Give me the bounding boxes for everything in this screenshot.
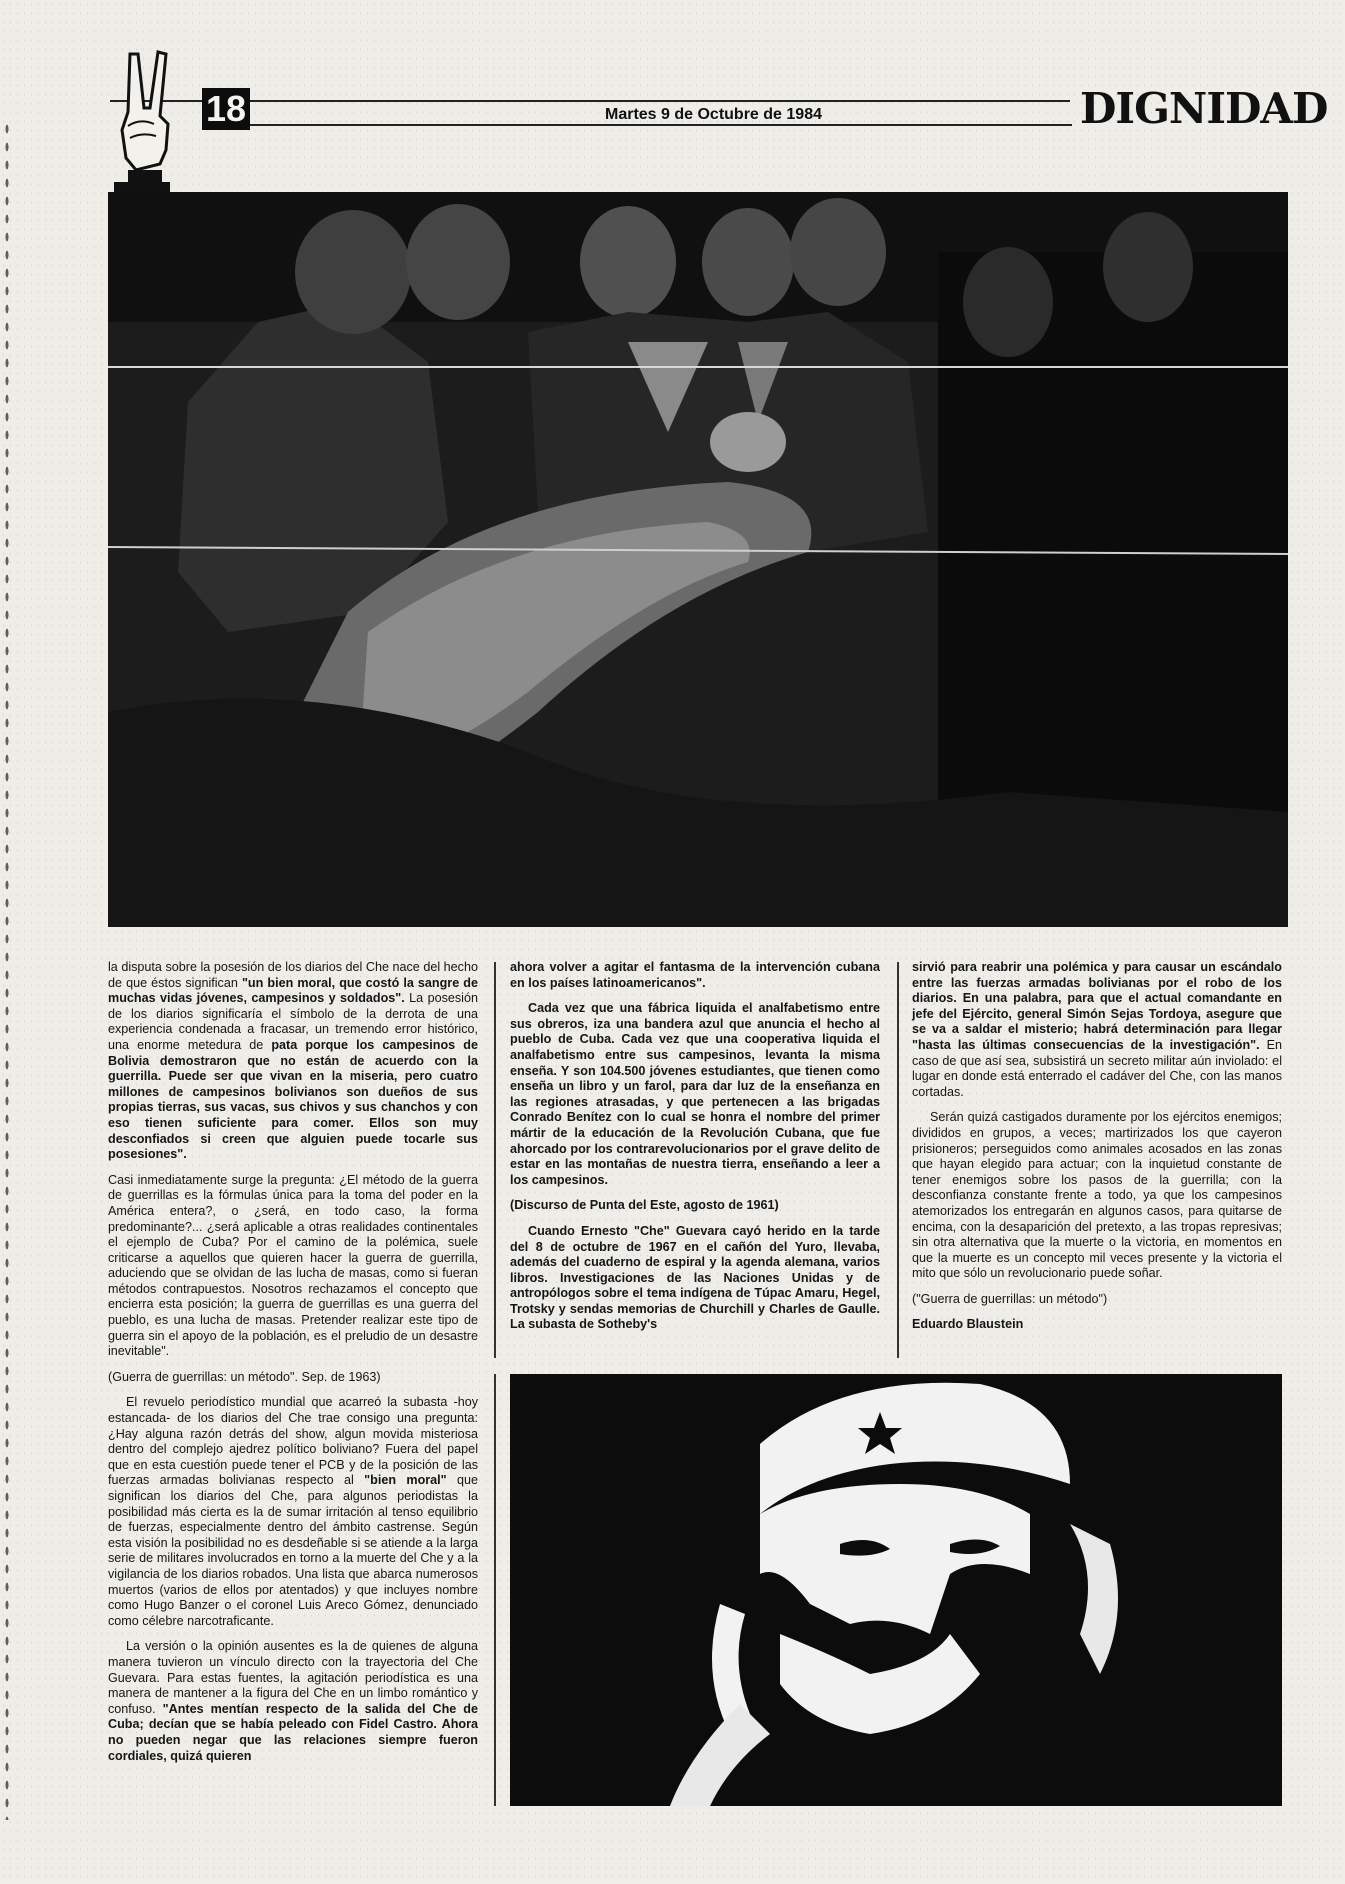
text-run: "un bien moral, que costó la sangre de muchas vidas jóvenes, campesinos y soldados". xyxy=(108,975,478,1006)
paragraph xyxy=(108,1639,478,1764)
paragraph xyxy=(510,1224,880,1333)
text-run: Cuando Ernesto "Che" Guevara cayó herido en la tarde del 8 de octubre de 1967 en el cañón del Yuro, llevaba, además del cuaderno de espiral y la agenda alemana, varios libros. Investigaciones de las Naciones Unidas y de antropólogos sobre el tema indígena de Túpac Amaru, Hegel, Trotsky y sendas memorias de Churchill y Charles de Gaulle. La subasta de Sotheby's xyxy=(510,1223,880,1332)
text-run: La posesión de los diarios significaría el símbolo de la derrota de una experiencia condenada a fracasar, un tremendo error histórico, una enorme metedura de xyxy=(108,991,478,1052)
paragraph: Serán quizá castigados duramente por los ejércitos enemigos; divididos en grupos, a veces; martirizados los que cayeron prisioneros; perseguidos como animales acosados en las zonas que hayan elegido para actuar; con la inquietud constante de tener enemigos sobre los pasos de la guerrilla; con la desconfianza constante frente a todo, ya que los campesinos atemorizados los entregarán en algunos casos, para quitarse de encima, con la desaparición del pretexto, a las tropas represivas; sin otra alternativa que la muerte o la victoria, en momentos en que la muerte es un concepto mil veces presente y la victoria el mito que sólo un revolucionario puede soñar. xyxy=(912,1110,1282,1281)
text-run: ahora volver a agitar el fantasma de la intervención cubana en los países latinoamericanos". xyxy=(510,960,880,990)
paragraph xyxy=(108,960,478,1163)
text-run: pata porque los campesinos de Bolivia demostraron que no están de acuerdo con la guerrilla. Puede ser que vivan en la miseria, pero cuatro millones de campesinos bolivianos son dueños de sus propias tierras, sus vacas, sus chivos y sus chanchos y con eso tienen suficiente para comer. Ellos son muy desconfiados si creen que alguien puede tocarle sus posesiones". xyxy=(108,1037,478,1162)
article-column-2 xyxy=(510,960,880,1343)
text-run: El revuelo periodístico mundial que acarreó la subasta -hoy estancada- de los diarios del Che trae consigo una pregunta: ¿Hay alguna razón detrás del show, algun movida misteriosa dentro del complejo ajedrez político boliviano? Fuera del papel que en esta cuestión puede tener el PCB y de la posición de las fuerzas armadas bolivianas respecto al xyxy=(108,1395,478,1488)
author-byline: Eduardo Blaustein xyxy=(912,1317,1024,1332)
che-portrait-graphic xyxy=(510,1374,1282,1806)
text-run: (Discurso de Punta del Este, agosto de 1961) xyxy=(510,1198,779,1213)
text-run: sirvió para reabrir una polémica y para causar un escándalo entre las fuerzas armadas bolivianas por el robo de los diarios. En una palabra, para que el actual comandante en jefe del Ejército, general Simón Sejas Tordoya, asegure que se va a saldar el misterio; habrá determinación para llegar "hasta las últimas consecuencias de la investigación". xyxy=(912,960,1282,1052)
text-run: que significan los diarios del Che, para algunos periodistas la posibilidad más cierta es la de sumar irritación al tenso equilibrio de fuerzas, especialmente dentro del ámbito castrense. Según esta visión la posibilidad no es desdeñable si se atiende a la larga serie de militares involucrados en torno a la muerte del Che y a la vigilancia de los diarios robados. Una lista que abarca numerosos muertos (varios de ellos por atentados) y que incluyes nombre como Hugo Banzer o el coronel Luis Areco Gómez, denunciado como célebre narcotraficante. xyxy=(108,1473,479,1628)
victory-hand-icon xyxy=(110,46,184,196)
text-run: En caso de que así sea, subsistirá un secreto militar aún inviolado: el lugar en donde está enterrado el cadáver del Che, con las manos cortadas. xyxy=(912,1037,1282,1099)
column-divider xyxy=(494,962,496,1358)
paragraph xyxy=(510,1001,880,1188)
article-column-3 xyxy=(912,960,1282,1343)
paragraph xyxy=(510,960,880,991)
top-photo-graphic xyxy=(108,192,1288,927)
top-photo xyxy=(108,192,1288,927)
text-run: Cada vez que una fábrica liquida el analfabetismo entre sus obreros, iza una bandera azul que anuncia el hecho al pueblo de Cuba. Cada vez que una cooperativa liquida el analfabetismo entre sus campesinos, levanta la misma enseña. Y son 104.500 jóvenes estudiantes, que tienen como enseña un libro y un farol, para dar luz de la enseñanza en las regiones atrasadas, y que pertenecen a las brigadas Conrado Benítez con lo cual se honra el nombre del primer mártir de la educación de la Revolución Cubana, que fue ahorcado por los contrarevolucionarios por el grave delito de estar en las montañas de nuestra tierra, enseñando a leer a los campesinos. xyxy=(510,1001,880,1187)
binder-holes xyxy=(4,120,10,1820)
paragraph xyxy=(912,960,1282,1100)
text-run: la disputa sobre la posesión de los diarios del Che nace del hecho de que éstos significan xyxy=(108,960,478,990)
citation: ("Guerra de guerrillas: un método") xyxy=(912,1291,1108,1306)
citation: (Guerra de guerrillas: un método". Sep. de 1963) xyxy=(108,1369,381,1384)
issue-date: Martes 9 de Octubre de 1984 xyxy=(605,106,822,123)
column-divider xyxy=(897,962,899,1358)
column-divider xyxy=(494,1374,496,1806)
text-run: "bien moral" xyxy=(364,1473,447,1488)
article-column-1 xyxy=(108,960,478,1774)
che-portrait-photo xyxy=(510,1374,1282,1806)
paragraph: Casi inmediatamente surge la pregunta: ¿El método de la guerra de guerrillas es la fórmulas única para la toma del poder en la América entera?, o ¿será, en todo caso, la forma predominante?... ¿será aplicable a otras realidades continentales el ejemplo de Cuba? Por el camino de la polémica, suele criticarse a aquellos que quieren hacer la guerra de guerrilla, aduciendo que se olvidan de las lucha de masas, como si fueran métodos contrapuestos. Nosotros rechazamos el concepto que encierra esta posición; la guerra de guerrillas es una guerra del pueblo, es una lucha de masas. Pretender realizar este tipo de guerra sin el apoyo de la población, es el preludio de un desastre inevitable". xyxy=(108,1172,478,1359)
citation xyxy=(510,1198,880,1214)
text-run: La versión o la opinión ausentes es la de quienes de alguna manera tuvieron un vínculo directo con la trayectoria del Che Guevara. Para estas fuentes, la agitación periodística es una manera de mantener a la figura del Che en un limbo romántico y confuso. xyxy=(108,1639,478,1716)
page-number: 18 xyxy=(202,88,250,130)
paragraph xyxy=(108,1395,478,1629)
masthead-title: DIGNIDAD xyxy=(1080,84,1328,133)
header-rule-top xyxy=(110,100,1070,102)
header-rule-bottom xyxy=(250,124,1072,126)
text-run: "Antes mentían respecto de la salida del Che de Cuba; decían que se había peleado con Fidel Castro. Ahora no pueden negar que las relaciones siempre fueron cordiales, quizá quieren xyxy=(108,1701,479,1763)
